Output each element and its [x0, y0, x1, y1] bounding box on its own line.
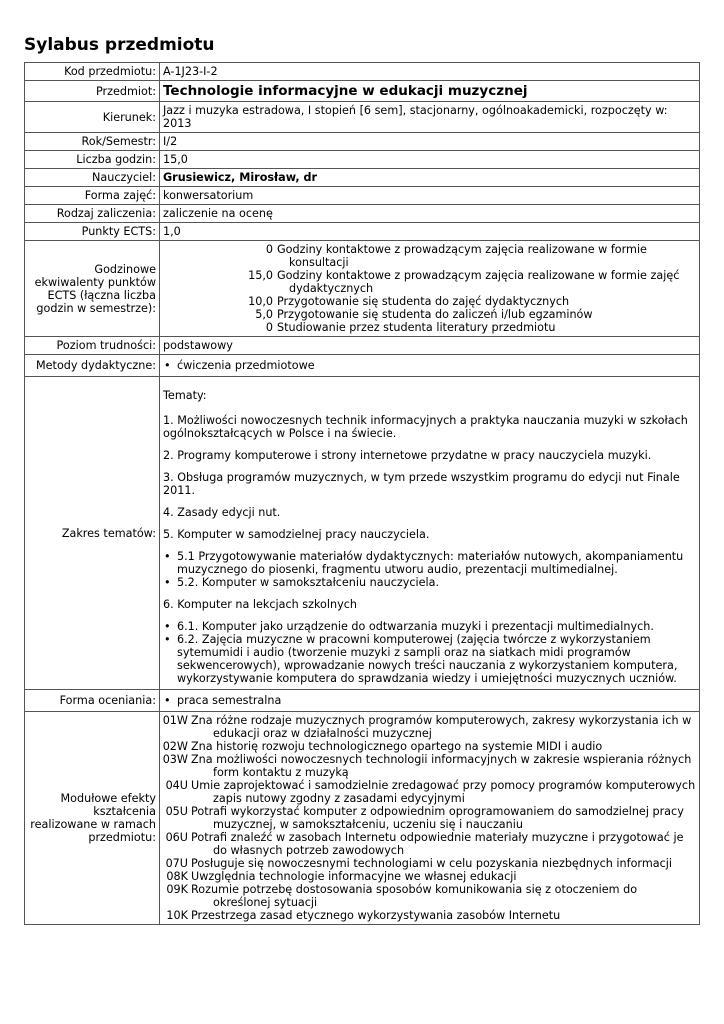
effect-text: Uwzględnia technologie informacyjne we własnej edukacji [191, 870, 517, 883]
topic-5-list [163, 550, 696, 589]
effect-text: Posługuje się nowoczesnymi technologiami w celu pozyskania niezbędnych informacji [191, 857, 672, 870]
ects-item [163, 321, 696, 334]
effect-code: 04U [165, 779, 188, 792]
effect-code: 05U [165, 805, 188, 818]
effect-code: 10K [166, 909, 188, 922]
ects-item [163, 295, 696, 308]
ects-description: Godziny kontaktowe z prowadzącym zajęcia realizowane w formie konsultacji [277, 243, 647, 269]
effect-code: 02W [162, 740, 188, 753]
ects-hours: 5,0 [255, 308, 273, 321]
ects-item [163, 269, 696, 295]
effect-code: 09K [166, 883, 188, 896]
effect-text: Umie zaprojektować i samodzielnie zredagować przy pomocy programów komputerowych zapis nutowy zgodny z zasadami edycyjnymi [191, 779, 696, 805]
row-forma [25, 187, 700, 205]
syllabus-table [24, 62, 700, 925]
label-metody: Metody dydaktyczne: [25, 355, 160, 377]
value-efekty [160, 712, 700, 925]
row-rok [25, 133, 700, 151]
ects-description: Przygotowanie się studenta do zajęć dydaktycznych [277, 295, 570, 308]
value-przedmiot: Technologie informacyjne w edukacji muzycznej [160, 81, 700, 102]
label-przedmiot: Przedmiot: [25, 81, 160, 102]
list-item: • ćwiczenia przedmiotowe [175, 359, 696, 372]
topic-6: 6. Komputer na lekcjach szkolnych [163, 598, 357, 611]
value-godziny: 15,0 [160, 151, 700, 169]
effect-text: Zna różne rodzaje muzycznych programów komputerowych, zakresy wykorzystania ich w edukacji oraz w działalności muzycznej [191, 714, 692, 740]
ects-hours: 0 [265, 321, 273, 334]
effect-text: Potrafi wykorzystać komputer z odpowiednim oprogramowaniem do samodzielnej pracy muzycznej, w samokształceniu, uczeniu się i nauczaniu [191, 805, 684, 831]
effect-item [160, 740, 696, 753]
effect-text: Zna historię rozwoju technologicznego opartego na systemie MIDI i audio [191, 740, 603, 753]
label-poziom: Poziom trudności: [25, 337, 160, 355]
effect-text: Potrafi znaleźć w zasobach Internetu odpowiednie materiały muzyczne i przygotować je do własnych potrzeb zawodowych [191, 831, 684, 857]
topic-3: 3. Obsługa programów muzycznych, w tym przede wszystkim programu do edycji nut Finale 2011. [163, 471, 680, 497]
row-zakres [25, 377, 700, 690]
list-item: • 5.2. Komputer w samokształceniu nauczyciela. [175, 576, 696, 589]
topic-5: 5. Komputer w samodzielnej pracy nauczyciela. [163, 528, 430, 541]
row-poziom [25, 337, 700, 355]
ects-item [163, 308, 696, 321]
effect-code: 08K [166, 870, 188, 883]
row-ocenianie [25, 690, 700, 712]
row-nauczyciel [25, 169, 700, 187]
ects-description: Przygotowanie się studenta do zaliczeń i/lub egzaminów [277, 308, 593, 321]
topic-4: 4. Zasady edycji nut. [163, 506, 281, 519]
value-nauczyciel: Grusiewicz, Mirosław, dr [160, 169, 700, 187]
label-ocenianie: Forma oceniania: [25, 690, 160, 712]
row-efekty [25, 712, 700, 925]
row-metody [25, 355, 700, 377]
label-kierunek: Kierunek: [25, 102, 160, 133]
label-ects: Punkty ECTS: [25, 223, 160, 241]
row-kod [25, 63, 700, 81]
list-item: • 6.1. Komputer jako urządzenie do odtwarzania muzyki i prezentacji multimedialnych. [175, 620, 696, 633]
value-rok: I/2 [160, 133, 700, 151]
value-kod: A-1J23-I-2 [160, 63, 700, 81]
value-metody [160, 355, 700, 377]
effect-item [160, 909, 696, 922]
row-godziny [25, 151, 700, 169]
ects-hours: 10,0 [248, 295, 273, 308]
effect-text: Rozumie potrzebę dostosowania sposobów komunikowania się z otoczeniem do określonej sytuacji [191, 883, 638, 909]
effect-item [160, 805, 696, 831]
value-ects: 1,0 [160, 223, 700, 241]
effect-text: Przestrzega zasad etycznego wykorzystywania zasobów Internetu [191, 909, 561, 922]
effect-item [160, 753, 696, 779]
label-nauczyciel: Nauczyciel: [25, 169, 160, 187]
row-ekwiwalenty [25, 241, 700, 337]
effect-text: Zna możliwości nowoczesnych technologii informacyjnych w zakresie wspierania różnych form kontaktu z muzyką [191, 753, 692, 779]
effect-item [160, 870, 696, 883]
value-zakres [160, 377, 700, 690]
label-zakres: Zakres tematów: [25, 377, 160, 690]
effect-item [160, 857, 696, 870]
page-title: Sylabus przedmiotu [24, 35, 215, 55]
label-efekty: Modułowe efekty kształcenia realizowane w ramach przedmiotu: [25, 712, 160, 925]
row-zaliczenie [25, 205, 700, 223]
topics-intro: Tematy: [163, 389, 207, 402]
row-ects [25, 223, 700, 241]
effect-item [160, 779, 696, 805]
label-ekwiwalenty: Godzinowe ekwiwalenty punktów ECTS (łączna liczba godzin w semestrze): [25, 241, 160, 337]
list-item: • praca semestralna [175, 694, 696, 707]
row-kierunek [25, 102, 700, 133]
effect-item [160, 831, 696, 857]
value-kierunek: Jazz i muzyka estradowa, I stopień [6 sem], stacjonarny, ogólnoakademicki, rozpoczęty w: 2013 [160, 102, 700, 133]
topic-2: 2. Programy komputerowe i strony internetowe przydatne w pracy nauczyciela muzyki. [163, 449, 652, 462]
label-zaliczenie: Rodzaj zaliczenia: [25, 205, 160, 223]
effect-code: 03W [162, 753, 188, 766]
value-ekwiwalenty [160, 241, 700, 337]
ects-hours: 15,0 [248, 269, 273, 282]
ects-hours: 0 [265, 243, 273, 256]
label-forma: Forma zajęć: [25, 187, 160, 205]
value-zaliczenie: zaliczenie na ocenę [160, 205, 700, 223]
value-ocenianie [160, 690, 700, 712]
label-kod: Kod przedmiotu: [25, 63, 160, 81]
list-item: • 5.1 Przygotowywanie materiałów dydaktycznych: materiałów nutowych, akompaniamentu muzycznego do piosenki, fragmentu utworu audio, prezentacji multimedialnej. [175, 550, 696, 576]
syllabus-page [24, 34, 700, 925]
ects-item [163, 243, 696, 269]
topic-6-list [163, 620, 696, 685]
row-przedmiot [25, 81, 700, 102]
effect-item [160, 714, 696, 740]
label-rok: Rok/Semestr: [25, 133, 160, 151]
list-item: • 6.2. Zajęcia muzyczne w pracowni komputerowej (zajęcia twórcze z wykorzystaniem sytemumidi i audio (tworzenie muzyki z sampli oraz na siatkach midi programów sekwencerowych), wprowadzanie nowych treści nauczania z wykorzystaniem komputera, wykorzystywanie komputera do sprawdzania wiedzy i umiejętności muzycznych uczniów. [175, 633, 696, 685]
effect-code: 07U [165, 857, 188, 870]
value-forma: konwersatorium [160, 187, 700, 205]
value-poziom: podstawowy [160, 337, 700, 355]
topic-1: 1. Możliwości nowoczesnych technik informacyjnych a praktyka nauczania muzyki w szkołach ogólnokształcących w Polsce i na świecie. [163, 414, 688, 440]
ects-description: Studiowanie przez studenta literatury przedmiotu [277, 321, 556, 334]
effect-code: 01W [162, 714, 188, 727]
ects-description: Godziny kontaktowe z prowadzącym zajęcia realizowane w formie zajęć dydaktycznych [277, 269, 680, 295]
label-godziny: Liczba godzin: [25, 151, 160, 169]
effect-item [160, 883, 696, 909]
effect-code: 06U [165, 831, 188, 844]
